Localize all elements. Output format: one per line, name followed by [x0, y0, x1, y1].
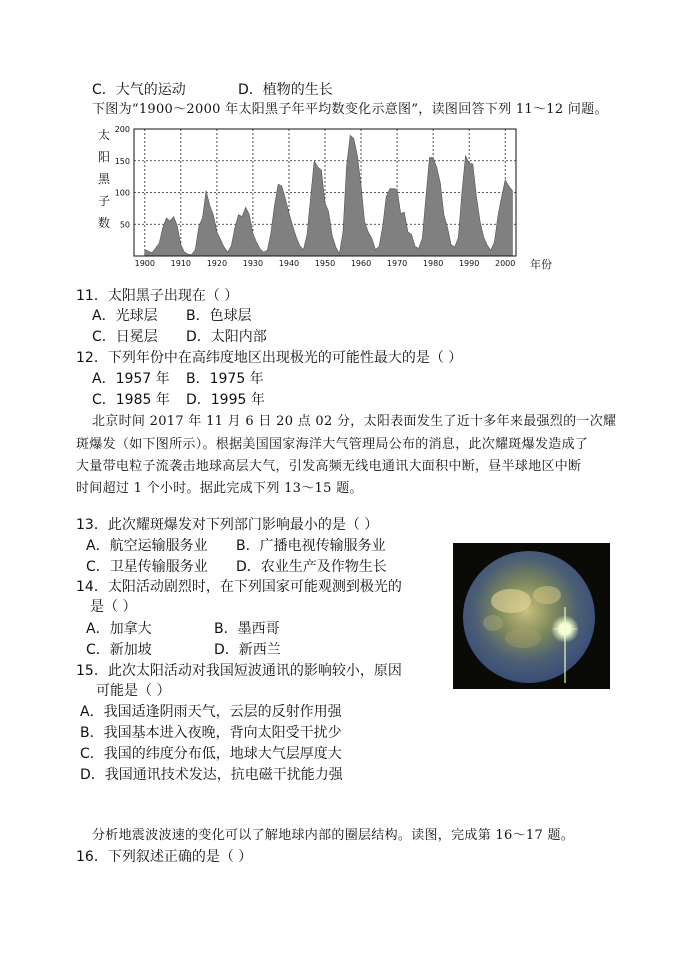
- q11-option-a: A．光球层: [92, 308, 158, 324]
- intro-11-12: 下图为“1900～2000 年太阳黑子年平均数变化示意图”，读图回答下列 11～12 问题。: [92, 102, 608, 117]
- y-tick-label: 200: [114, 125, 130, 134]
- passage-line-1: 北京时间 2017 年 11 月 6 日 20 点 02 分，太阳表面发生了近十多年来最强烈的一次耀: [92, 414, 617, 429]
- x-tick-label: 1930: [242, 259, 264, 268]
- q11-option-b: B．色球层: [186, 308, 252, 324]
- q13-option-c: C．卫星传输服务业: [86, 559, 208, 575]
- y-tick-label: 50: [119, 220, 130, 230]
- q11-stem: 11．太阳黑子出现在（ ）: [76, 288, 239, 304]
- y-tick-labels: [115, 125, 130, 229]
- x-tick-label: 1920: [206, 259, 228, 268]
- q15-option-a: A．我国适逢阴雨天气，云层的反射作用强: [80, 704, 342, 720]
- q12-stem: 12．下列年份中在高纬度地区出现极光的可能性最大的是（ ）: [76, 350, 463, 366]
- x-tick-label: 2000: [495, 259, 516, 268]
- q13-stem: 13．此次耀斑爆发对下列部门影响最小的是（ ）: [76, 517, 379, 533]
- y-axis-label: [98, 127, 111, 230]
- x-tick-labels: [135, 259, 516, 268]
- y-axis-label-char: 黑: [98, 172, 111, 186]
- q14-option-d: D．新西兰: [214, 642, 281, 658]
- q14-option-a: A．加拿大: [86, 621, 152, 637]
- q16-stem: 16．下列叙述正确的是（ ）: [76, 849, 253, 865]
- y-tick-label: 150: [114, 156, 130, 166]
- q12-option-a: A．1957 年: [92, 371, 170, 387]
- x-tick-label: 1900: [134, 259, 155, 268]
- sunspot-chart-svg: [84, 124, 554, 274]
- sunspot-chart: [84, 124, 554, 274]
- y-axis-label-char: 太: [98, 128, 111, 142]
- x-tick-label: 1940: [278, 259, 300, 268]
- q15-stem-cont: 可能是（ ）: [96, 683, 171, 699]
- q15-stem: 15．此次太阳活动对我国短波通讯的影响较小，原因: [76, 663, 402, 679]
- y-tick-label: 100: [114, 188, 130, 198]
- y-axis-label-char: 数: [98, 216, 111, 230]
- x-tick-label: 1950: [314, 259, 336, 268]
- x-tick-label: 1990: [458, 259, 480, 268]
- q13-option-a: A．航空运输服务业: [86, 538, 208, 554]
- solar-flare-image: [453, 543, 610, 689]
- x-axis-label: 年份: [530, 258, 552, 271]
- y-axis-label-char: 子: [98, 194, 111, 208]
- q14-option-c: C．新加坡: [86, 642, 152, 658]
- q12-option-b: B．1975 年: [186, 371, 264, 387]
- q11-option-d: D．太阳内部: [186, 329, 267, 345]
- y-axis-label-char: 阳: [98, 150, 111, 164]
- passage-line-3: 大量带电粒子流袭击地球高层大气，引发高频无线电通讯大面积中断，昼半球地区中断: [76, 459, 582, 474]
- passage-line-4: 时间超过 1 个小时。据此完成下列 13～15 题。: [76, 481, 363, 496]
- q12-option-d: D．1995 年: [186, 392, 265, 408]
- chart-area: [145, 135, 513, 256]
- q12-option-c: C．1985 年: [92, 392, 170, 408]
- option-c: C．大气的运动: [92, 82, 186, 98]
- q15-option-c: C．我国的纬度分布低，地球大气层厚度大: [80, 746, 342, 762]
- q15-option-d: D．我国通讯技术发达，抗电磁干扰能力强: [80, 767, 343, 783]
- sunspot-series-area: [145, 135, 513, 256]
- q13-option-d: D．农业生产及作物生长: [236, 559, 387, 575]
- q14-stem: 14．太阳活动剧烈时，在下列国家可能观测到极光的: [76, 579, 402, 595]
- q14-option-b: B．墨西哥: [214, 621, 280, 637]
- x-tick-label: 1970: [386, 259, 408, 268]
- q14-stem-cont: 是（ ）: [90, 599, 137, 615]
- q13-option-b: B．广播电视传输服务业: [236, 538, 386, 554]
- x-tick-label: 1960: [350, 259, 372, 268]
- option-d: D．植物的生长: [238, 82, 333, 98]
- q11-option-c: C．日冕层: [92, 329, 158, 345]
- intro-16-17: 分析地震波波速的变化可以了解地球内部的圈层结构。读图，完成第 16～17 题。: [92, 828, 575, 843]
- q15-option-b: B．我国基本进入夜晚，背向太阳受干扰少: [80, 725, 342, 741]
- x-tick-label: 1980: [422, 259, 444, 268]
- passage-line-2: 斑爆发（如下图所示）。根据美国国家海洋大气管理局公布的消息，此次耀斑爆发造成了: [76, 437, 589, 452]
- x-tick-label: 1910: [170, 259, 192, 268]
